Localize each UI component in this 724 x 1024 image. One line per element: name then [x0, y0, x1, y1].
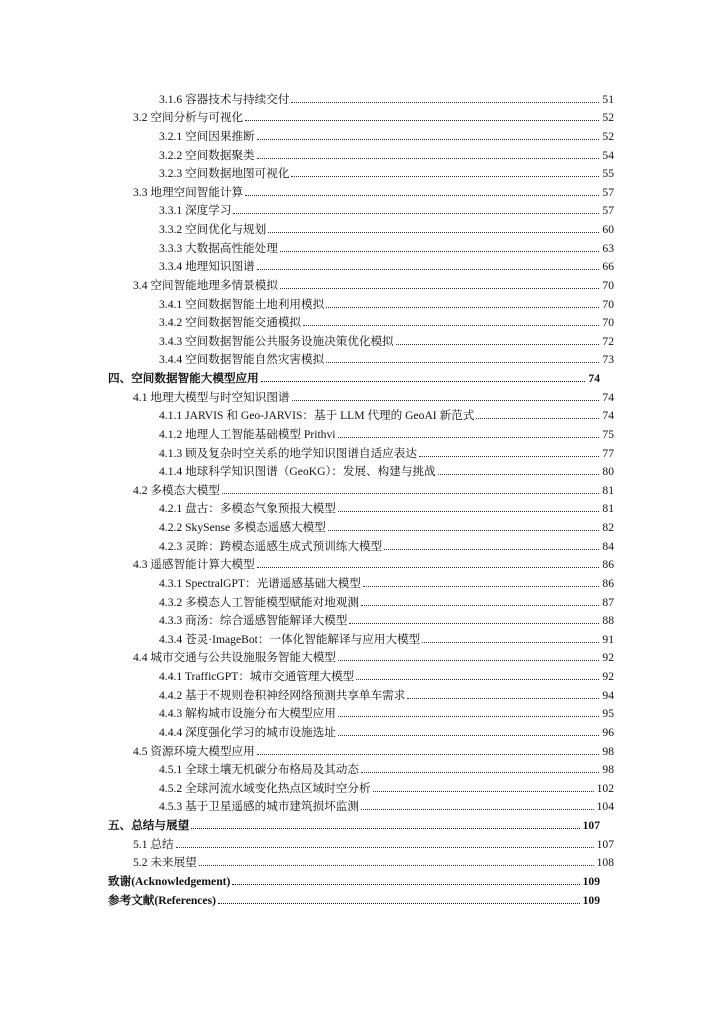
- toc-entry-title: 4.5 资源环境大模型应用: [133, 744, 255, 758]
- toc-entry-page-number: 98: [602, 763, 614, 777]
- toc-leader-dots: [373, 791, 594, 792]
- toc-entry-page-number: 84: [602, 539, 614, 553]
- toc-leader-dots: [176, 847, 594, 848]
- toc-leader-dots: [292, 400, 600, 401]
- toc-entry-title: 5.2 未来展望: [133, 856, 197, 870]
- toc-entry-page-number: 107: [582, 819, 600, 832]
- toc-leader-dots: [338, 716, 600, 717]
- toc-entry-page-number: 87: [602, 595, 614, 609]
- toc-entry[interactable]: [159, 423, 614, 442]
- toc-entry[interactable]: [108, 814, 600, 833]
- toc-entry[interactable]: [133, 554, 614, 573]
- toc-entry-page-number: 52: [602, 129, 614, 143]
- toc-entry[interactable]: [159, 684, 614, 703]
- toc-entry[interactable]: [159, 759, 614, 778]
- toc-entry[interactable]: [133, 833, 614, 852]
- toc-entry-page-number: 60: [602, 223, 614, 236]
- toc-entry-title: 4.1.1 JARVIS 和 Geo-JARVIS：基于 LLM 代理的 GeoAI 新范式: [159, 409, 475, 423]
- toc-entry-title: 4.1.3 顾及复杂时空关系的地学知识图谱自适应表达: [159, 446, 417, 460]
- toc-entry-page-number: 77: [602, 446, 614, 460]
- toc-leader-dots: [338, 735, 600, 736]
- toc-entry-page-number: 86: [602, 558, 614, 572]
- toc-entry-page-number: 80: [602, 465, 614, 479]
- toc-entry-title: 4.4 城市交通与公共设施服务智能大模型: [133, 651, 336, 665]
- toc-entry-page-number: 75: [602, 427, 614, 441]
- toc-entry[interactable]: [133, 647, 614, 666]
- toc-entry[interactable]: [159, 200, 614, 219]
- toc-entry-page-number: 95: [602, 707, 614, 721]
- toc-leader-dots: [326, 362, 599, 363]
- toc-entry[interactable]: [159, 293, 614, 312]
- toc-entry-title: 4.2.1 盘古：多模态气象预报大模型: [159, 502, 336, 516]
- toc-entry-title: 3.1.6 容器技术与持续交付: [159, 92, 290, 106]
- toc-entry-title: 5.1 总结: [133, 837, 174, 851]
- toc-entry-page-number: 70: [602, 316, 614, 330]
- toc-entry-title: 4.2.3 灵眸：跨模态遥感生成式预训练大模型: [159, 539, 383, 553]
- toc-leader-dots: [422, 642, 599, 643]
- toc-entry[interactable]: [159, 349, 614, 368]
- toc-entry[interactable]: [108, 870, 600, 889]
- toc-leader-dots: [232, 884, 579, 885]
- toc-entry-title: 4.3.1 SpectralGPT：光谱遥感基础大模型: [159, 576, 361, 590]
- toc-entry-title: 3.3 地理空间智能计算: [133, 185, 244, 199]
- toc-leader-dots: [268, 232, 599, 233]
- toc-entry-title: 3.3.1 深度学习: [159, 204, 232, 218]
- toc-entry-page-number: 102: [596, 781, 614, 795]
- toc-leader-dots: [349, 623, 599, 624]
- toc-leader-dots: [257, 269, 600, 270]
- toc-entry-page-number: 104: [596, 800, 614, 814]
- toc-entry[interactable]: [159, 330, 614, 349]
- toc-entry[interactable]: [133, 852, 614, 871]
- toc-entry-page-number: 108: [596, 856, 614, 870]
- toc-entry-title: 4.1 地理大模型与时空知识图谱: [133, 390, 290, 404]
- toc-entry-page-number: 109: [582, 874, 600, 888]
- toc-leader-dots: [419, 456, 599, 457]
- toc-entry-title: 3.2.3 空间数据地图可视化: [159, 167, 290, 181]
- toc-entry-page-number: 92: [602, 670, 614, 683]
- toc-entry-page-number: 109: [582, 893, 600, 907]
- toc-entry[interactable]: [159, 610, 614, 629]
- toc-entry-title: 4.1.4 地球科学知识图谱（GeoKG）：发展、构建与挑战: [159, 465, 436, 479]
- toc-entry[interactable]: [159, 628, 614, 647]
- toc-entry-page-number: 81: [602, 502, 614, 516]
- toc-leader-dots: [476, 418, 599, 419]
- toc-entry-page-number: 57: [602, 204, 614, 218]
- toc-leader-dots: [257, 754, 600, 755]
- toc-entry-title: 参考文献(References): [108, 893, 216, 907]
- toc-leader-dots: [361, 809, 594, 810]
- toc-entry[interactable]: [159, 237, 614, 256]
- toc-leader-dots: [222, 493, 599, 494]
- toc-leader-dots: [361, 605, 599, 606]
- toc-entry-title: 4.3.3 商汤：综合遥感智能解译大模型: [159, 614, 348, 628]
- toc-entry-title: 3.3.2 空间优化与规划: [159, 223, 267, 236]
- toc-entry[interactable]: [108, 367, 600, 386]
- toc-entry-title: 3.2.1 空间因果推断: [159, 129, 255, 143]
- toc-entry-page-number: 66: [602, 260, 614, 274]
- toc-entry-page-number: 55: [602, 167, 614, 181]
- toc-entry[interactable]: [133, 107, 614, 126]
- toc-leader-dots: [326, 307, 599, 308]
- toc-entry-title: 4.2 多模态大模型: [133, 483, 220, 497]
- toc-entry-page-number: 82: [602, 521, 614, 534]
- toc-entry[interactable]: [159, 461, 614, 480]
- toc-entry-title: 3.3.4 地理知识图谱: [159, 260, 255, 274]
- toc-entry-title: 3.3.3 大数据高性能处理: [159, 241, 278, 255]
- toc-leader-dots: [407, 698, 599, 699]
- toc-leader-dots: [328, 530, 600, 531]
- toc-entry-title: 3.4.4 空间数据智能自然灾害模拟: [159, 353, 325, 367]
- toc-entry-title: 3.2 空间分析与可视化: [133, 111, 244, 125]
- toc-leader-dots: [233, 213, 599, 214]
- toc-entry-page-number: 74: [588, 372, 600, 385]
- toc-entry[interactable]: [133, 740, 614, 759]
- toc-entry[interactable]: [159, 312, 614, 331]
- toc-entry[interactable]: [133, 479, 614, 498]
- toc-leader-dots: [199, 865, 594, 866]
- toc-leader-dots: [338, 660, 600, 661]
- toc-leader-dots: [438, 474, 600, 475]
- toc-leader-dots: [218, 903, 580, 904]
- toc-entry[interactable]: [159, 721, 614, 740]
- toc-entry-title: 4.3 遥感智能计算大模型: [133, 558, 255, 572]
- toc-entry-title: 3.2.2 空间数据聚类: [159, 148, 255, 162]
- toc-entry-title: 4.4.1 TrafficGPT：城市交通管理大模型: [159, 670, 355, 683]
- toc-entry[interactable]: [159, 591, 614, 610]
- toc-entry-title: 4.4.3 解构城市设施分布大模型应用: [159, 707, 336, 721]
- toc-leader-dots: [396, 344, 600, 345]
- toc-entry[interactable]: [159, 442, 614, 461]
- toc-leader-dots: [257, 567, 600, 568]
- toc-entry[interactable]: [159, 256, 614, 275]
- toc-entry-title: 4.4.2 基于不规则卷积神经网络预测共享单车需求: [159, 688, 406, 702]
- toc-leader-dots: [303, 325, 599, 326]
- toc-entry-page-number: 86: [602, 576, 614, 590]
- toc-leader-dots: [338, 511, 600, 512]
- toc-leader-dots: [261, 381, 586, 382]
- toc-entry-page-number: 70: [602, 297, 614, 311]
- toc-entry-title: 4.1.2 地理人工智能基础模型 Prithvi: [159, 427, 336, 441]
- toc-entry-page-number: 94: [602, 688, 614, 702]
- toc-entry[interactable]: [159, 163, 614, 182]
- toc-entry-page-number: 57: [602, 185, 614, 199]
- toc-entry-title: 4.4.4 深度强化学习的城市设施选址: [159, 725, 336, 739]
- toc-entry-title: 3.4.3 空间数据智能公共服务设施决策优化模拟: [159, 334, 394, 348]
- toc-entry[interactable]: [159, 535, 614, 554]
- toc-entry-title: 3.4 空间智能地理多情景模拟: [133, 278, 278, 292]
- toc-leader-dots: [363, 586, 599, 587]
- toc-entry-title: 4.3.2 多模态人工智能模型赋能对地观测: [159, 595, 359, 609]
- toc-entry-page-number: 107: [596, 837, 614, 851]
- toc-leader-dots: [384, 549, 599, 550]
- toc-entry[interactable]: [159, 405, 614, 424]
- toc-leader-dots: [245, 195, 599, 196]
- toc-entry[interactable]: [133, 386, 614, 405]
- toc-leader-dots: [257, 158, 600, 159]
- toc-entry-page-number: 98: [602, 744, 614, 758]
- toc-entry[interactable]: [159, 703, 614, 722]
- toc-leader-dots: [291, 102, 599, 103]
- toc-entry-title: 4.3.4 苍灵·ImageBot：一体化智能解译与应用大模型: [159, 632, 421, 646]
- toc-entry[interactable]: [159, 516, 614, 535]
- toc-entry[interactable]: [159, 665, 614, 684]
- toc-entry-page-number: 63: [602, 241, 614, 255]
- toc-entry-page-number: 54: [602, 148, 614, 162]
- toc-entry[interactable]: [159, 572, 614, 591]
- toc-entry-title: 3.4.2 空间数据智能交通模拟: [159, 316, 302, 330]
- toc-leader-dots: [361, 772, 599, 773]
- toc-leader-dots: [245, 120, 599, 121]
- toc-entry[interactable]: [133, 181, 614, 200]
- toc-entry[interactable]: [159, 498, 614, 517]
- toc-leader-dots: [191, 828, 579, 829]
- toc-entry[interactable]: [159, 777, 614, 796]
- toc-leader-dots: [257, 139, 600, 140]
- toc-entry[interactable]: [159, 144, 614, 163]
- toc-entry-page-number: 51: [602, 92, 614, 106]
- toc-entry-page-number: 74: [602, 409, 614, 423]
- toc-entry[interactable]: [133, 274, 614, 293]
- toc-leader-dots: [338, 437, 600, 438]
- toc-entry-title: 四、空间数据智能大模型应用: [108, 372, 259, 385]
- toc-entry-page-number: 74: [602, 390, 614, 404]
- toc-entry-page-number: 81: [602, 483, 614, 497]
- toc-entry-page-number: 70: [602, 278, 614, 292]
- toc-entry-page-number: 52: [602, 111, 614, 125]
- toc-entry-title: 致谢(Acknowledgement): [108, 874, 231, 888]
- toc-entry-page-number: 96: [602, 725, 614, 739]
- toc-leader-dots: [280, 288, 599, 289]
- toc-entry-page-number: 73: [602, 353, 614, 367]
- table-of-contents: [0, 88, 724, 908]
- toc-leader-dots: [280, 251, 600, 252]
- toc-entry-page-number: 72: [602, 334, 614, 348]
- toc-entry-title: 五、总结与展望: [108, 819, 190, 832]
- toc-entry-page-number: 92: [602, 651, 614, 665]
- toc-entry[interactable]: [159, 125, 614, 144]
- toc-entry-page-number: 88: [602, 614, 614, 628]
- toc-entry-title: 3.4.1 空间数据智能土地利用模拟: [159, 297, 325, 311]
- toc-entry-title: 4.5.2 全球河流水域变化热点区域时空分析: [159, 781, 371, 795]
- toc-entry[interactable]: [159, 218, 614, 237]
- toc-entry[interactable]: [108, 889, 600, 908]
- toc-entry[interactable]: [159, 796, 614, 815]
- toc-leader-dots: [356, 679, 599, 680]
- toc-entry-title: 4.2.2 SkySense 多模态遥感大模型: [159, 521, 326, 534]
- toc-entry-title: 4.5.1 全球土壤无机碳分布格局及其动态: [159, 763, 359, 777]
- toc-entry[interactable]: [159, 88, 614, 107]
- toc-entry-title: 4.5.3 基于卫星遥感的城市建筑损坏监测: [159, 800, 359, 814]
- toc-leader-dots: [291, 176, 599, 177]
- toc-entry-page-number: 91: [602, 632, 614, 646]
